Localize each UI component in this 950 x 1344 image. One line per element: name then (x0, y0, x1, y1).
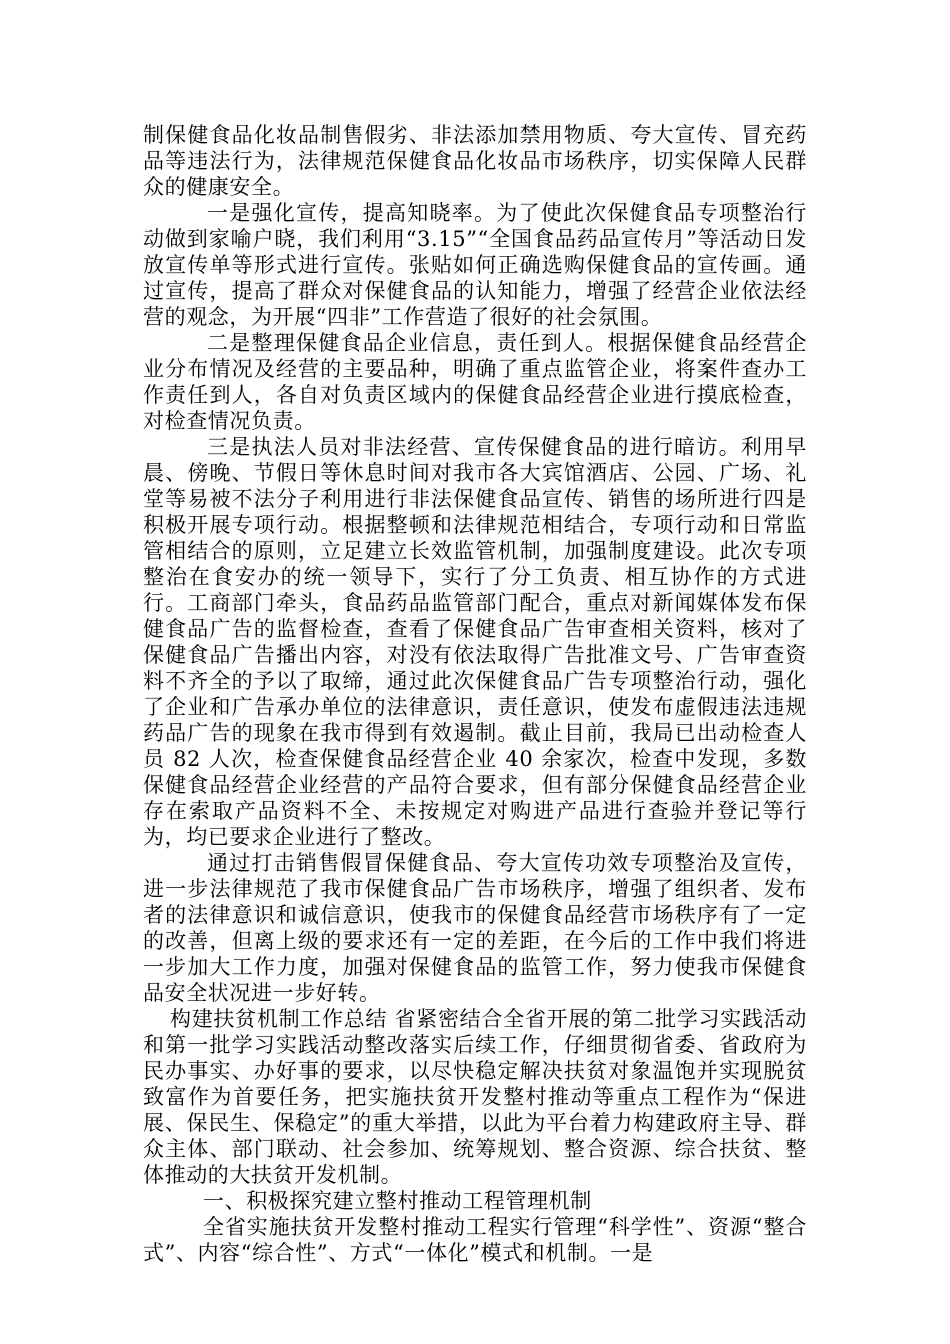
paragraph-4: 三是执法人员对非法经营、宣传保健食品的进行暗访。利用早晨、傍晚、节假日等休息时间对我市各大宾馆酒店、公园、广场、礼堂等易被不法分子利用进行非法保健食品宣传、销售的场所进行四是积极开展专项行动。根据整顿和法律规范相结合，专项行动和日常监管相结合的原则，立足建立长效监管机制，加强制度建设。此次专项整治在食安办的统一领导下，实行了分工负责、相互协作的方式进行。工商部门牵头，食品药品监管部门配合，重点对新闻媒体发布保健食品广告的监督检查，查看了保健食品广告审查相关资料，核对了保健食品广告播出内容，对没有依法取得广告批准文号、广告审查资料不齐全的予以了取缔，通过此次保健食品广告专项整治行动，强化了企业和广告承办单位的法律意识，责任意识，使发布虚假违法违规药品广告的现象在我市得到有效遏制。截止目前，我局已出动检查人员 82 人次，检查保健食品经营企业 40 余家次，检查中发现，多数保健食品经营企业经营的产品符合要求，但有部分保健食品经营企业存在索取产品资料不全、未按规定对购进产品进行查验并登记等行为，均已要求企业进行了整改。 (143, 435, 807, 849)
paragraph-2: 一是强化宣传，提高知晓率。为了使此次保健食品专项整治行动做到家喻户晓，我们利用“3.15”“全国食品药品宣传月”等活动日发放宣传单等形式进行宣传。张贴如何正确选购保健食品的宣传画。通过宣传，提高了群众对保健食品的认知能力，增强了经营企业依法经营的观念，为开展“四非”工作营造了很好的社会氛围。 (143, 201, 807, 329)
paragraph-6: 构建扶贫机制工作总结 省紧密结合全省开展的第二批学习实践活动和第一批学习实践活动整改落实后续工作，仔细贯彻省委、省政府为民办事实、办好事的要求，以尽快稳定解决扶贫对象温饱并实现脱贫致富作为首要任务，把实施扶贫开发整村推动等重点工程作为“保进展、保民生、保稳定”的重大举措，以此为平台着力构建政府主导、群众主体、部门联动、社会参加、统筹规划、整合资源、综合扶贫、整体推动的大扶贫开发机制。 (143, 1007, 807, 1187)
section-heading: 一、积极探究建立整村推动工程管理机制 (203, 1189, 592, 1213)
paragraph-7: 全省实施扶贫开发整村推动工程实行管理“科学性”、资源“整合式”、内容“综合性”、方式“一体化”模式和机制。一是 (143, 1215, 807, 1265)
document-body (143, 122, 807, 1266)
paragraph-3: 二是整理保健食品企业信息，责任到人。根据保健食品经营企业分布情况及经营的主要品种，明确了重点监管企业，将案件查办工作责任到人，各自对负责区域内的保健食品经营企业进行摸底检查，对检查情况负责。 (143, 331, 807, 433)
paragraph-5: 通过打击销售假冒保健食品、夸大宣传功效专项整治及宣传，进一步法律规范了我市保健食品广告市场秩序，增强了组织者、发布者的法律意识和诚信意识，使我市的保健食品经营市场秩序有了一定的改善，但离上级的要求还有一定的差距，在今后的工作中我们将进一步加大工作力度，加强对保健食品的监管工作，努力使我市保健食品安全状况进一步好转。 (143, 851, 807, 1005)
paragraph-1: 制保健食品化妆品制售假劣、非法添加禁用物质、夸大宣传、冒充药品等违法行为，法律规范保健食品化妆品市场秩序，切实保障人民群众的健康安全。 (143, 123, 807, 199)
